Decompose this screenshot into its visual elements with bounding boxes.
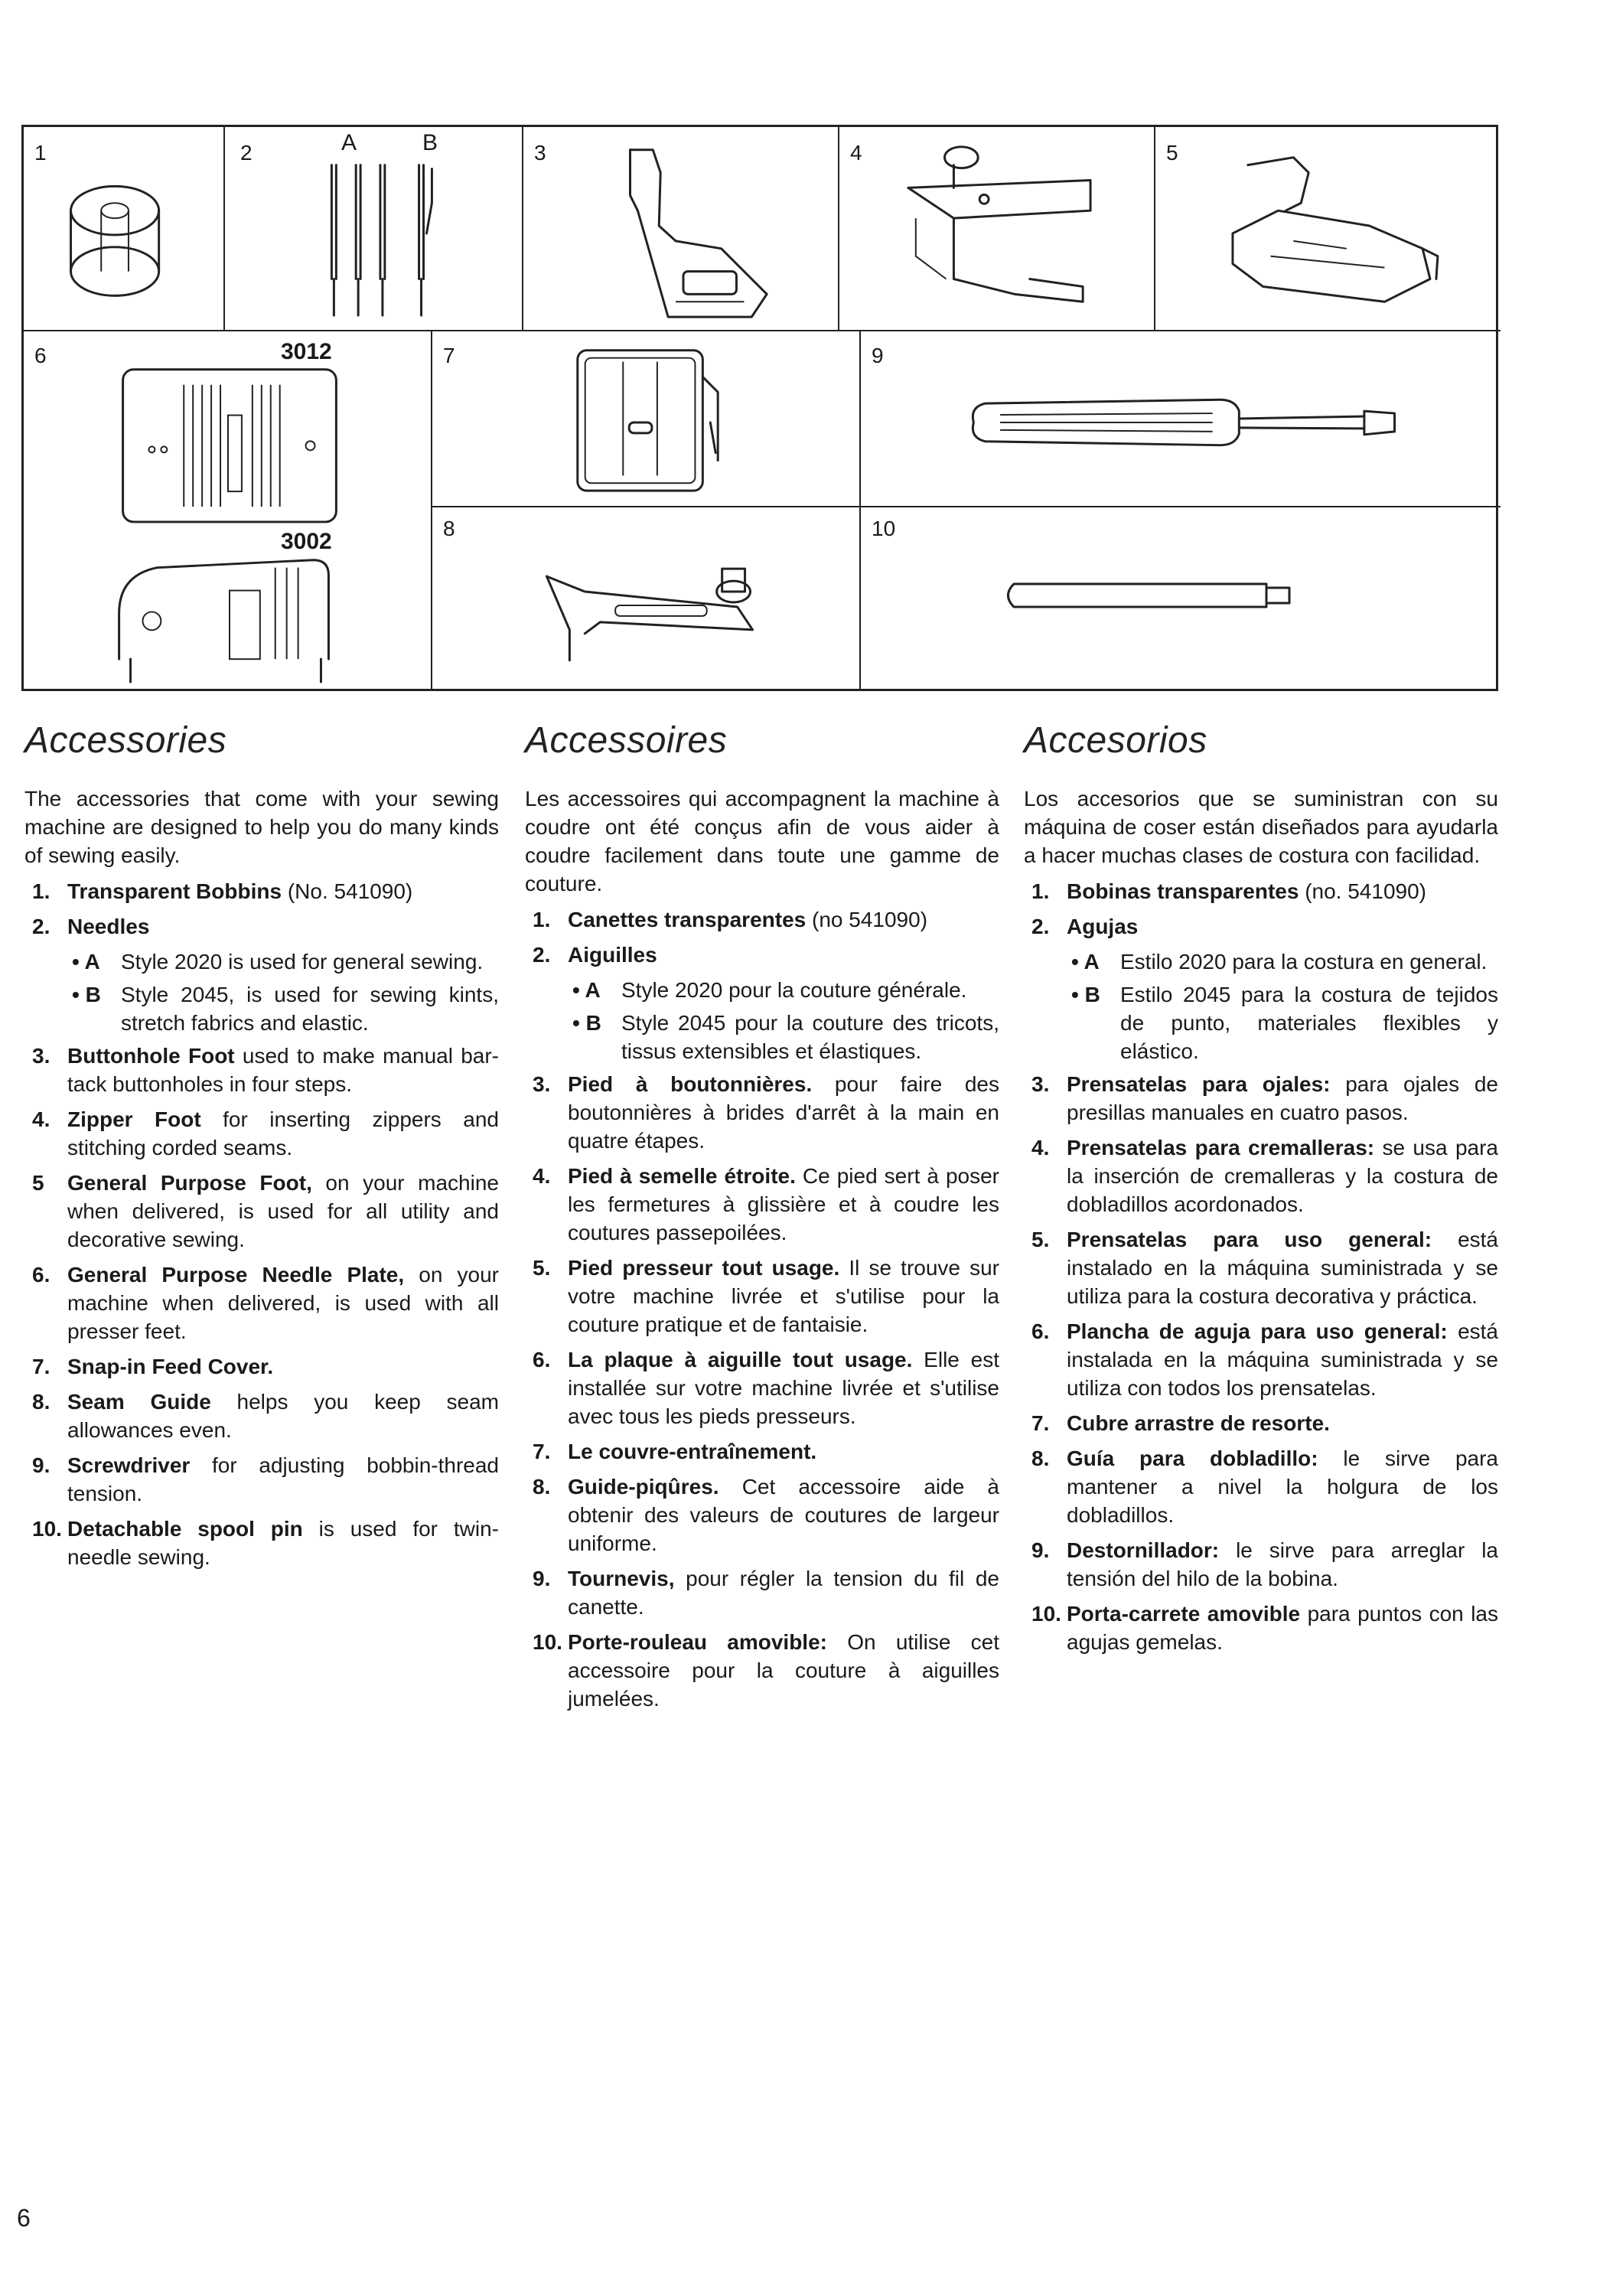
feed-cover-icon xyxy=(432,331,859,506)
intro-paragraph: Los accesorios que se suministran con su máquina de coser están diseñados para ayudarla a hacer muchas clases de costura con facilidad. xyxy=(1024,787,1498,867)
list-item: 7. Snap-in Feed Cover. xyxy=(32,1355,274,1378)
needles-icon xyxy=(225,127,522,330)
accessories-figure xyxy=(21,125,1498,691)
screwdriver-icon xyxy=(861,331,1501,506)
panel-number: 8 xyxy=(443,517,455,540)
panel-number: 10 xyxy=(872,517,896,540)
panel-number: 5 xyxy=(1166,141,1178,165)
buttonhole-foot-icon xyxy=(523,127,838,330)
panel-spool-pin xyxy=(861,507,1501,691)
list-item: 10. Porte-rouleau amovible: On utilise cet accessoire pour la couture à aiguilles jumelées. xyxy=(533,1630,999,1711)
list-item: 8. Guía para dobladillo: le sirve para mantener a nivel la holgura de los dobladillos. xyxy=(1031,1446,1498,1527)
needle-sub-item: • A Style 2020 is used for general sewing. xyxy=(72,950,484,974)
intro-paragraph: Les accessoires qui accompagnent la machine à coudre ont été conçus afin de vous aider à coudre facilement dans toute une gamme de couture. xyxy=(525,787,999,895)
list-item: 4. Zipper Foot for inserting zippers and stitching corded seams. xyxy=(32,1107,499,1159)
list-item: 6. General Purpose Needle Plate, on your machine when delivered, is used with all presser feet. xyxy=(32,1263,500,1343)
needle-label-b: B xyxy=(422,130,438,155)
list-item: 5. Prensatelas para uso general: está instalado en la máquina suministrada y se utiliza para la costura decorativa y práctica. xyxy=(1031,1228,1499,1308)
list-item: 3. Buttonhole Foot used to make manual bar-tack buttonholes in four steps. xyxy=(32,1044,500,1096)
list-item: 5 General Purpose Foot, on your machine when delivered, is used for all utility and decorative sewing. xyxy=(32,1171,499,1251)
list-item: 2. Needles xyxy=(32,915,150,938)
plate-code-3012: 3012 xyxy=(281,339,332,364)
list-item: 2. Aiguilles xyxy=(533,943,657,967)
panel-number: 6 xyxy=(34,344,47,367)
needle-sub-item: • B Estilo 2045 para la costura de tejidos de punto, materiales flexibles y elástico. xyxy=(1071,983,1498,1063)
list-item: 6. Plancha de aguja para uso general: está instalada en la máquina suministrada y se utiliza con todos los prensatelas. xyxy=(1031,1319,1498,1400)
zipper-foot-icon xyxy=(839,127,1154,330)
list-item: 8. Seam Guide helps you keep seam allowances even. xyxy=(32,1390,499,1442)
list-item: 3. Pied à boutonnières. pour faire des boutonnières à brides d'arrêt à la main en quatre étapes. xyxy=(533,1072,999,1153)
panel-seam-guide xyxy=(432,507,861,691)
intro-paragraph: The accessories that come with your sewing machine are designed to help you do many kinds of sewing easily. xyxy=(24,787,499,867)
seam-guide-icon xyxy=(432,507,859,691)
list-item: 9. Destornillador: le sirve para arreglar la tensión del hilo de la bobina. xyxy=(1031,1538,1498,1590)
panel-number: 1 xyxy=(34,141,47,165)
needle-sub-item: • B Style 2045 pour la couture des tricots, tissus extensibles et élastiques. xyxy=(572,1011,999,1063)
section-title: Accessories xyxy=(24,720,227,761)
list-item: 8. Guide-piqûres. Cet accessoire aide à obtenir des valeurs de coutures de largeur uniforme. xyxy=(533,1475,999,1555)
panel-number: 2 xyxy=(240,141,253,165)
list-item: 4. Prensatelas para cremalleras: se usa para la inserción de cremalleras y la costura de dobladillos acordonados. xyxy=(1031,1136,1498,1216)
list-item: 9. Screwdriver for adjusting bobbin-thread tension. xyxy=(32,1453,499,1505)
column-french xyxy=(525,719,999,1720)
section-title: Accessoires xyxy=(525,720,728,761)
list-item: 9. Tournevis, pour régler la tension du fil de canette. xyxy=(533,1567,999,1619)
section-title: Accesorios xyxy=(1024,720,1207,761)
panel-screwdriver xyxy=(861,331,1501,507)
list-item: 10. Detachable spool pin is used for twin-needle sewing. xyxy=(32,1517,499,1569)
needle-plate-icon xyxy=(24,331,431,690)
list-item: 4. Pied à semelle étroite. Ce pied sert à poser les fermetures à glissière et à coudre les coutures passepoilées. xyxy=(533,1164,1000,1244)
list-item: 6. La plaque à aiguille tout usage. Elle est installée sur votre machine livrée et s'utilise avec tous les pieds presseurs. xyxy=(533,1348,1000,1428)
panel-number: 9 xyxy=(872,344,884,367)
panel-needle-plates xyxy=(24,331,432,691)
bobbin-icon xyxy=(24,127,223,330)
panel-number: 7 xyxy=(443,344,455,367)
panel-bobbin xyxy=(24,127,225,331)
page-number: 6 xyxy=(17,2204,31,2232)
panel-number: 4 xyxy=(850,141,862,165)
list-item: 10. Porta-carrete amovible para puntos con las agujas gemelas. xyxy=(1031,1602,1498,1654)
needle-sub-item: • A Estilo 2020 para la costura en general. xyxy=(1071,950,1488,974)
panel-number: 3 xyxy=(534,141,546,165)
spool-pin-icon xyxy=(861,507,1501,691)
list-item: 2. Agujas xyxy=(1031,915,1139,938)
column-english xyxy=(24,719,499,1578)
needle-sub-item: • B Style 2045, is used for sewing kints, stretch fabrics and elastic. xyxy=(72,983,499,1035)
panel-feed-cover xyxy=(432,331,861,507)
presser-foot-icon xyxy=(1155,127,1501,330)
panel-general-purpose-foot xyxy=(1155,127,1501,331)
plate-code-3002: 3002 xyxy=(281,529,332,554)
list-item: 7. Le couvre-entraînement. xyxy=(533,1440,817,1463)
panel-zipper-foot xyxy=(839,127,1155,331)
needle-label-a: A xyxy=(341,130,357,155)
list-item: 7. Cubre arrastre de resorte. xyxy=(1031,1411,1330,1435)
needle-sub-item: • A Style 2020 pour la couture générale. xyxy=(572,978,967,1002)
list-item: 1. Bobinas transparentes (no. 541090) xyxy=(1031,879,1426,903)
list-item: 3. Prensatelas para ojales: para ojales de presillas manuales en cuatro pasos. xyxy=(1031,1072,1498,1124)
list-item: 5. Pied presseur tout usage. Il se trouve sur votre machine livrée et s'utilise pour la couture pratique et de fantaisie. xyxy=(533,1256,999,1336)
column-spanish xyxy=(1024,719,1498,1663)
list-item: 1. Canettes transparentes (no 541090) xyxy=(533,908,928,931)
list-item: 1. Transparent Bobbins (No. 541090) xyxy=(32,879,413,903)
panel-buttonhole-foot xyxy=(523,127,839,331)
panel-needles xyxy=(225,127,523,331)
